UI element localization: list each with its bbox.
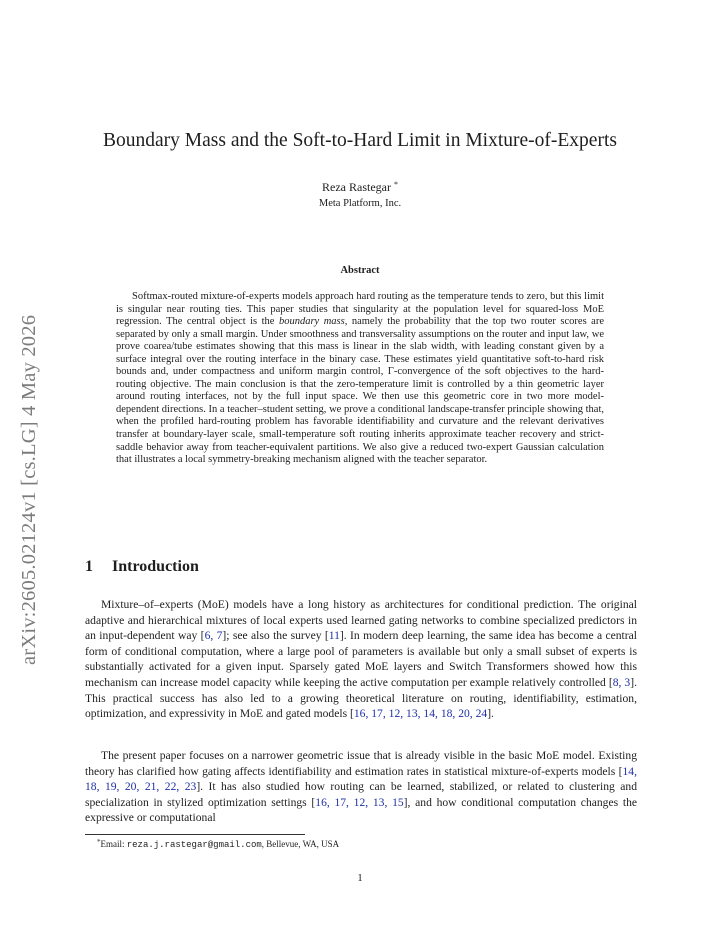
author-footnote-marker: * — [393, 180, 398, 189]
paragraph-text: ], and how conditional computation changes the expressive or computational — [85, 795, 638, 825]
paragraph-text: The present paper focuses on a narrower geometric issue that is already visible in the basic MoE model. Existing theory has clarified how gating affects identifiability and estimation rates in statistical mixture-of-experts models [ — [85, 749, 637, 778]
abstract-text — [116, 291, 604, 467]
paragraph-text: ]. — [487, 707, 494, 721]
abstract-part: , namely the probability that the top two router scores are separated by only a small margin. Under smoothness and transversality assumptions on the router and input law, we prove coarea/tube estimates showing that this mass is linear in the slab width, with leading constant given by a surface integral over the routing interface in the binary case. These estimates yield quantitative soft-to-hard risk bounds and, under compactness and uniform margin control, Γ-convergence of the soft objectives to the hard-routing objective. The main conclusion is that the zero-temperature limit is controlled by a thin geometric layer around routing interfaces, not by the full input space. We then use this geometric core in two more model-dependent directions. In a teacher–student setting, we prove a conditional landscape-transfer principle showing that, when the profiled hard-routing problem has favorable identifiability and curvature and the relevant derivatives transfer at boundary-layer scale, small-temperature soft routing inherits approximate teacher recovery and strict-saddle behavior away from teacher-equivalent partitions. We also give a reduced two-expert Gaussian calculation that illustrates a local symmetry-breaking mechanism aligned with the teacher separator. — [116, 316, 604, 466]
body-paragraph — [85, 597, 637, 722]
footnote-label: Email: — [100, 839, 127, 849]
citation-link[interactable]: 11 — [328, 629, 340, 643]
paragraph-text: ]. This practical success has also led to a growing theoretical literature on routing, identifiability, estimation, optimization, and expressivity in MoE and gated models [ — [85, 675, 637, 721]
footnote-marker: * — [97, 838, 101, 846]
paragraph-text: ]. It has also studied how routing can be learned, stabilized, or related to clustering and specialization in stylized optimization settings [ — [85, 780, 638, 809]
citation-link[interactable]: 16, 17, 12, 13, 14, 18, 20, 24 — [353, 707, 488, 721]
citation-link[interactable]: 16, 17, 12, 13, 15 — [315, 795, 404, 809]
footnote — [85, 838, 637, 850]
page-number: 1 — [357, 872, 363, 884]
author-line — [0, 180, 720, 195]
citation-link[interactable]: 6, 7 — [204, 629, 223, 643]
section-number: 1 — [85, 558, 93, 575]
paragraph-text: ]; see also the survey [ — [222, 629, 329, 643]
section-title: Introduction — [112, 558, 199, 575]
email-address[interactable]: reza.j.rastegar@gmail.com — [126, 840, 262, 850]
abstract-heading: Abstract — [340, 265, 380, 276]
paragraph-text: ]. In modern deep learning, the same idea has become a central form of conditional computation, where a large pool of parameters is available but only a small subset of experts is substantially activated for a given input. Sparsely gated MoE layers and Switch Transformers showed how this mechanism can increase model capacity while keeping the active computation per example relatively controlled [ — [85, 629, 638, 689]
citation-link[interactable]: 8, 3 — [612, 675, 631, 689]
author-name: Reza Rastegar — [322, 180, 391, 194]
footnote-location: , Bellevue, WA, USA — [261, 839, 340, 849]
citation-link[interactable]: 14, 18, 19, 20, 21, 22, 23 — [85, 764, 637, 794]
paper-title: Boundary Mass and the Soft-to-Hard Limit in Mixture-of-Experts — [103, 130, 617, 151]
paragraph-text: Mixture–of–experts (MoE) models have a long history as architectures for conditional prediction. The original adaptive and hierarchical mixtures of local experts used learned gating networks to combine specialized predictors in an input-dependent way [ — [85, 598, 637, 643]
author-affiliation: Meta Platform, Inc. — [318, 198, 402, 209]
abstract-part: Softmax-routed mixture-of-experts models approach hard routing as the temperature tends to zero, but this limit is singular near routing ties. This paper studies that singularity at the population level for squared-loss MoE regression. The central object is the — [116, 291, 604, 328]
body-paragraph — [85, 748, 637, 826]
section-heading — [85, 558, 199, 576]
footnote-rule — [85, 834, 305, 835]
abstract-emphasis: boundary mass — [278, 316, 345, 328]
arxiv-identifier: arXiv:2605.02124v1 [cs.LG] 4 May 2026 — [18, 314, 40, 665]
